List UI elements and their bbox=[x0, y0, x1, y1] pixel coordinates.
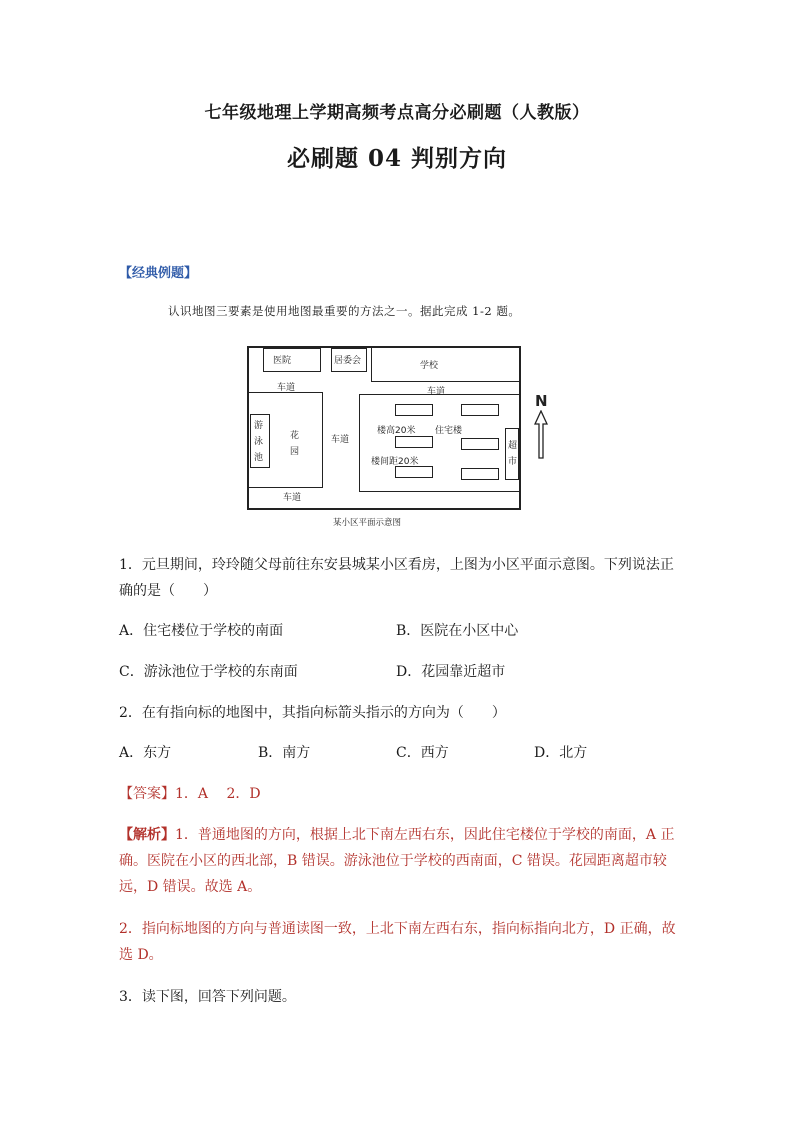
analysis-text-1: 1．普通地图的方向，根据上北下南左西右东，因此住宅楼位于学校的南面，A 正确。医院在小区的西北部，B 错误。游泳池位于学校的西南面，C 错误。花园距离超市较远，D 错误。故选 A。 bbox=[119, 827, 675, 895]
question-3-stem: 3．读下图，回答下列问题。 bbox=[119, 989, 296, 1005]
road-top-left-label: 车道 bbox=[277, 383, 296, 393]
intro-text: 认识地图三要素是使用地图最重要的方法之一。据此完成 1-2 题。 bbox=[168, 304, 521, 318]
north-arrow-icon bbox=[534, 410, 548, 460]
road-top-right-label: 车道 bbox=[427, 387, 446, 397]
page-title: 必刷题 04 判别方向 bbox=[286, 145, 508, 172]
supermarket-label-1: 超 bbox=[508, 441, 518, 451]
q1-option-a: A．住宅楼位于学校的南面 bbox=[119, 623, 284, 639]
q2-option-b: B．南方 bbox=[258, 745, 311, 761]
map-caption: 某小区平面示意图 bbox=[333, 518, 402, 528]
building-spacing-label: 楼间距20米 bbox=[371, 457, 419, 467]
answer-text: 1．A 2．D bbox=[175, 786, 261, 802]
answer-line bbox=[119, 781, 261, 807]
question-2-stem: 2．在有指向标的地图中，其指向标箭头指示的方向为（ ） bbox=[119, 705, 506, 721]
q1-option-c: C．游泳池位于学校的东南面 bbox=[119, 664, 298, 680]
garden-label-2: 园 bbox=[290, 447, 300, 457]
analysis-label: 【解析】 bbox=[119, 827, 175, 843]
hospital-label: 医院 bbox=[273, 356, 292, 366]
hospital-block bbox=[263, 348, 321, 372]
north-label: N bbox=[535, 392, 548, 410]
analysis-paragraph-2: 2．指向标地图的方向与普通读图一致，上北下南左西右东，指向标指向北方，D 正确，故选 D。 bbox=[119, 921, 676, 963]
residential-building bbox=[395, 404, 433, 416]
residential-building bbox=[461, 404, 499, 416]
school-block bbox=[371, 346, 521, 382]
residential-building bbox=[395, 466, 433, 478]
header-subtitle: 七年级地理上学期高频考点高分必刷题（人教版） bbox=[204, 103, 590, 123]
section-label: 【经典例题】 bbox=[119, 266, 198, 281]
pool-label-1: 游 bbox=[254, 421, 264, 431]
school-label: 学校 bbox=[420, 361, 439, 371]
residential-building bbox=[461, 468, 499, 480]
building-height-label: 楼高20米 bbox=[377, 426, 416, 436]
residential-building bbox=[461, 438, 499, 450]
road-middle-label: 车道 bbox=[331, 435, 350, 445]
q2-option-a: A．东方 bbox=[119, 745, 172, 761]
garden-label-1: 花 bbox=[290, 431, 300, 441]
residential-label: 住宅楼 bbox=[435, 426, 463, 436]
residential-building bbox=[395, 436, 433, 448]
q1-option-b: B．医院在小区中心 bbox=[396, 623, 519, 639]
road-bottom-label: 车道 bbox=[283, 493, 302, 503]
q1-option-d: D．花园靠近超市 bbox=[396, 664, 506, 680]
q2-option-c: C．西方 bbox=[396, 745, 449, 761]
committee-label: 居委会 bbox=[334, 356, 362, 366]
community-map bbox=[247, 346, 557, 526]
pool-label-2: 泳 bbox=[254, 437, 264, 447]
question-1-stem: 1．元旦期间，玲玲随父母前往东安县城某小区看房，上图为小区平面示意图。下列说法正确的是（ ） bbox=[119, 557, 674, 599]
supermarket-label-2: 市 bbox=[508, 457, 518, 467]
analysis-paragraph-1 bbox=[119, 822, 677, 900]
answer-label: 【答案】 bbox=[119, 786, 175, 802]
q2-option-d: D．北方 bbox=[534, 745, 588, 761]
pool-label-3: 池 bbox=[254, 453, 264, 463]
